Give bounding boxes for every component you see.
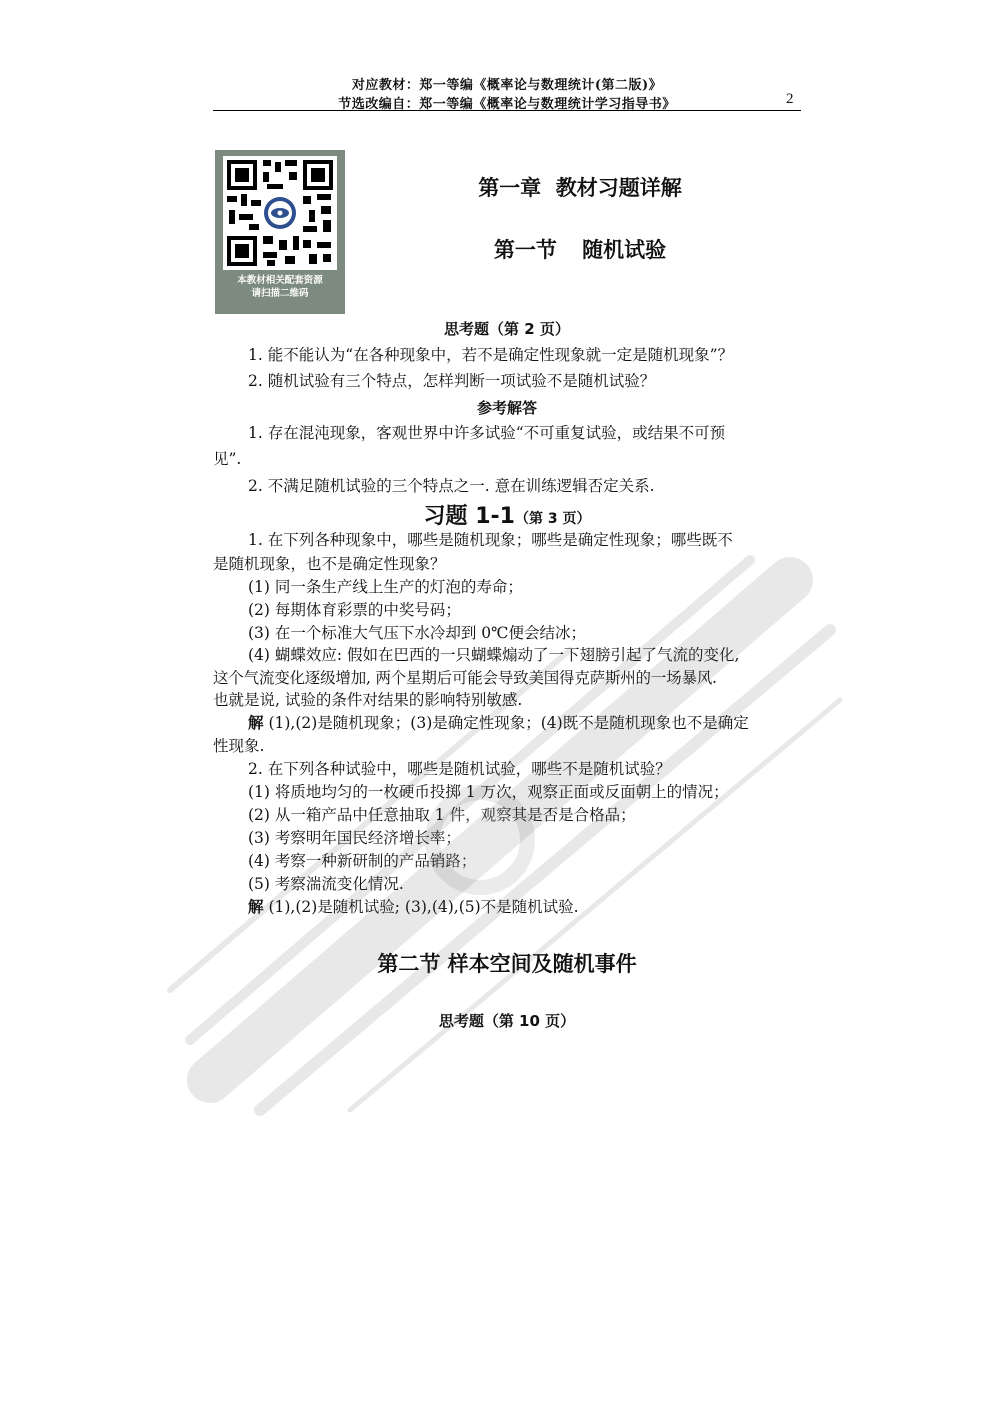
solution-2 (248, 895, 803, 917)
qr-code-icon[interactable] (223, 156, 337, 270)
exercise-title (213, 499, 801, 530)
exercise-q1-item-2: (2) 每期体育彩票的中奖号码； (248, 601, 461, 619)
header-source-line: 节选改编自：郑一等编《概率论与数理统计学习指导书》 (338, 97, 676, 112)
exercise-q1-line-1: 1. 在下列各种现象中，哪些是随机现象；哪些是确定性现象；哪些既不 (248, 531, 733, 549)
answer-1-line-2: 见”. (213, 450, 242, 468)
think-question-1: 1. 能不能认为“在各种现象中，若不是确定性现象就一定是随机现象”？ (248, 346, 734, 364)
exercise-q2: 2. 在下列各种试验中，哪些是随机试验，哪些不是随机试验？ (248, 760, 671, 778)
header-rule (213, 110, 801, 111)
section-2-title: 第二节 样本空间及随机事件 (377, 952, 637, 976)
solution-2-label: 解 (248, 897, 264, 916)
reference-answers-title: 参考解答 (476, 399, 537, 417)
exercise-q1-item-4-line-2: 这个气流变化逐级增加, 两个星期后可能会导致美国得克萨斯州的一场暴风. (213, 669, 717, 687)
exercise-q1-item-4-line-1: (4) 蝴蝶效应: 假如在巴西的一只蝴蝶煽动了一下翅膀引起了气流的变化, (248, 646, 740, 664)
think-questions-2-title: 思考题（第 10 页） (438, 1012, 576, 1030)
answer-1-line-1: 1. 存在混沌现象，客观世界中许多试验“不可重复试验，或结果不可预 (248, 424, 726, 442)
exercise-q1-item-1: (1) 同一条生产线上生产的灯泡的寿命； (248, 578, 523, 596)
answer-2: 2. 不满足随机试验的三个特点之一. 意在训练逻辑否定关系. (248, 477, 655, 495)
exercise-q1-line-2: 是随机现象，也不是确定性现象？ (213, 555, 446, 573)
qr-caption (221, 274, 339, 300)
exercise-q1-item-4-line-3: 也就是说, 试验的条件对结果的影响特别敏感. (213, 691, 523, 709)
think-question-2: 2. 随机试验有三个特点，怎样判断一项试验不是随机试验？ (248, 372, 656, 390)
solution-1-line-1 (248, 711, 803, 733)
exercise-q2-item-1: (1) 将质地均匀的一枚硬币投掷 1 万次，观察正面或反面朝上的情况； (248, 783, 729, 801)
exercise-q1-item-3: (3) 在一个标准大气压下水冷却到 0℃便会结冰； (248, 624, 587, 642)
qr-code-panel[interactable] (215, 150, 345, 314)
exercise-q2-item-2: (2) 从一箱产品中任意抽取 1 件，观察其是否是合格品； (248, 806, 636, 824)
exercise-page: （第 3 页） (514, 511, 591, 527)
exercise-q2-item-5: (5) 考察湍流变化情况. (248, 875, 404, 893)
solution-2-text: (1),(2)是随机试验; (3),(4),(5)不是随机试验. (263, 898, 579, 916)
exercise-title-text: 习题 1-1 (423, 504, 515, 529)
chapter-title: 第一章 教材习题详解 (478, 176, 682, 200)
solution-label: 解 (248, 713, 264, 732)
section-title: 第一节 随机试验 (493, 238, 667, 262)
solution-1-line-2: 性现象. (213, 737, 265, 755)
think-questions-title: 思考题（第 2 页） (444, 320, 570, 338)
page-number: 2 (786, 91, 794, 107)
header-textbook-line: 对应教材：郑一等编《概率论与数理统计(第二版)》 (351, 78, 663, 93)
qr-caption-line2: 请扫描二维码 (251, 288, 309, 299)
solution-1-text: (1),(2)是随机现象；(3)是确定性现象；(4)既不是随机现象也不是确定 (263, 714, 749, 732)
exercise-q2-item-3: (3) 考察明年国民经济增长率； (248, 829, 461, 847)
exercise-q2-item-4: (4) 考察一种新研制的产品销路； (248, 852, 477, 870)
qr-caption-line1: 本教材相关配套资源 (237, 275, 323, 286)
